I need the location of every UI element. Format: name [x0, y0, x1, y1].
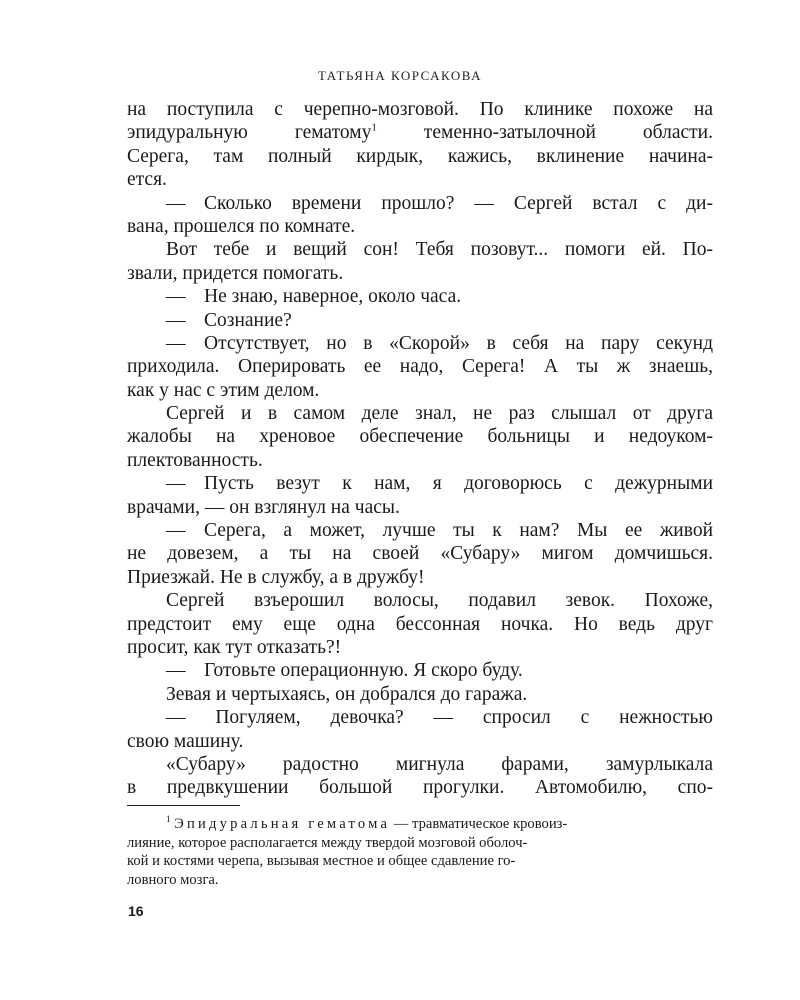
footnote-marker: 1: [166, 814, 171, 825]
footnote-divider: [127, 805, 240, 806]
text-line: ется.: [127, 169, 167, 191]
text-line: в предвкушении большой прогулки. Автомобилю, спо-: [127, 777, 713, 799]
text-line: приходила. Оперировать ее надо, Серега! А ты ж знаешь,: [127, 356, 713, 378]
text-line: Приезжай. Не в службу, а в дружбу!: [127, 566, 425, 588]
dialogue-line: — Отсутствует, но в «Скорой» в себя на пару секунд: [166, 332, 713, 354]
text-line: не довезем, а ты на своей «Субару» мигом домчишься.: [127, 543, 713, 565]
text-line: жалобы на хреновое обеспечение больницы и недоуком-: [127, 426, 713, 448]
body-text: [127, 98, 713, 800]
text-line: вана, прошелся по комнате.: [127, 215, 356, 237]
text-line: как у нас с этим делом.: [127, 379, 320, 401]
dialogue-line: — Погуляем, девочка? — спросил с нежностью: [166, 707, 713, 729]
dialogue-line: — Готовьте операционную. Я скоро буду.: [166, 660, 523, 682]
text-line: предстоит ему еще одна бессонная ночка. Но ведь друг: [127, 613, 713, 635]
paragraph-start: Зевая и чертыхаясь, он добрался до гаража.: [166, 683, 528, 705]
page-number: 16: [128, 903, 144, 919]
paragraph-start: Сергей взъерошил волосы, подавил зевок. Похоже,: [166, 590, 713, 612]
footnote-line: кой и костями черепа, вызывая местное и общее сдавление го-: [127, 853, 516, 869]
dialogue-line: — Серега, а может, лучше ты к нам? Мы ее живой: [166, 520, 713, 542]
text-line: просит, как тут отказать?!: [127, 636, 342, 658]
footnote-term: Эпидуральная гематома: [174, 816, 391, 832]
dialogue-line: — Не знаю, наверное, около часа.: [166, 286, 462, 308]
paragraph-start: «Субару» радостно мигнула фарами, замурлыкала: [166, 753, 713, 775]
footnote-line: $^1$ Эпидуральная гематома — травматическое кровоиз-: [166, 814, 568, 832]
footnote: [127, 815, 713, 889]
text-line: звали, придется помогать.: [127, 262, 344, 284]
text-line: Серега, там полный кирдык, кажись, вклинение начина-: [127, 145, 713, 167]
footnote-line: ловного мозга.: [127, 871, 219, 888]
paragraph-start: Сергей и в самом деле знал, не раз слышал от друга: [166, 403, 713, 425]
dialogue-line: — Сколько времени прошло? — Сергей встал с ди-: [166, 192, 713, 214]
text-line: эпидуральную гематому$^1$ теменно-затылочной области.: [127, 121, 713, 144]
running-head: ТАТЬЯНА КОРСАКОВА: [318, 68, 482, 83]
dialogue-line: — Пусть везут к нам, я договорюсь с дежурными: [166, 473, 713, 495]
text-line: врачами, — он взглянул на часы.: [127, 496, 400, 518]
footnote-reference: 1: [371, 121, 377, 134]
text-line: плектованность.: [127, 449, 263, 471]
text-line: на поступила с черепно-мозговой. По клинике похоже на: [127, 99, 713, 120]
text-line: свою машину.: [127, 730, 244, 752]
dialogue-line: — Сознание?: [166, 309, 292, 331]
footnote-line: лияние, которое располагается между твердой мозговой оболоч-: [127, 834, 528, 851]
paragraph-start: Вот тебе и вещий сон! Тебя позовут... помоги ей. По-: [166, 239, 713, 261]
